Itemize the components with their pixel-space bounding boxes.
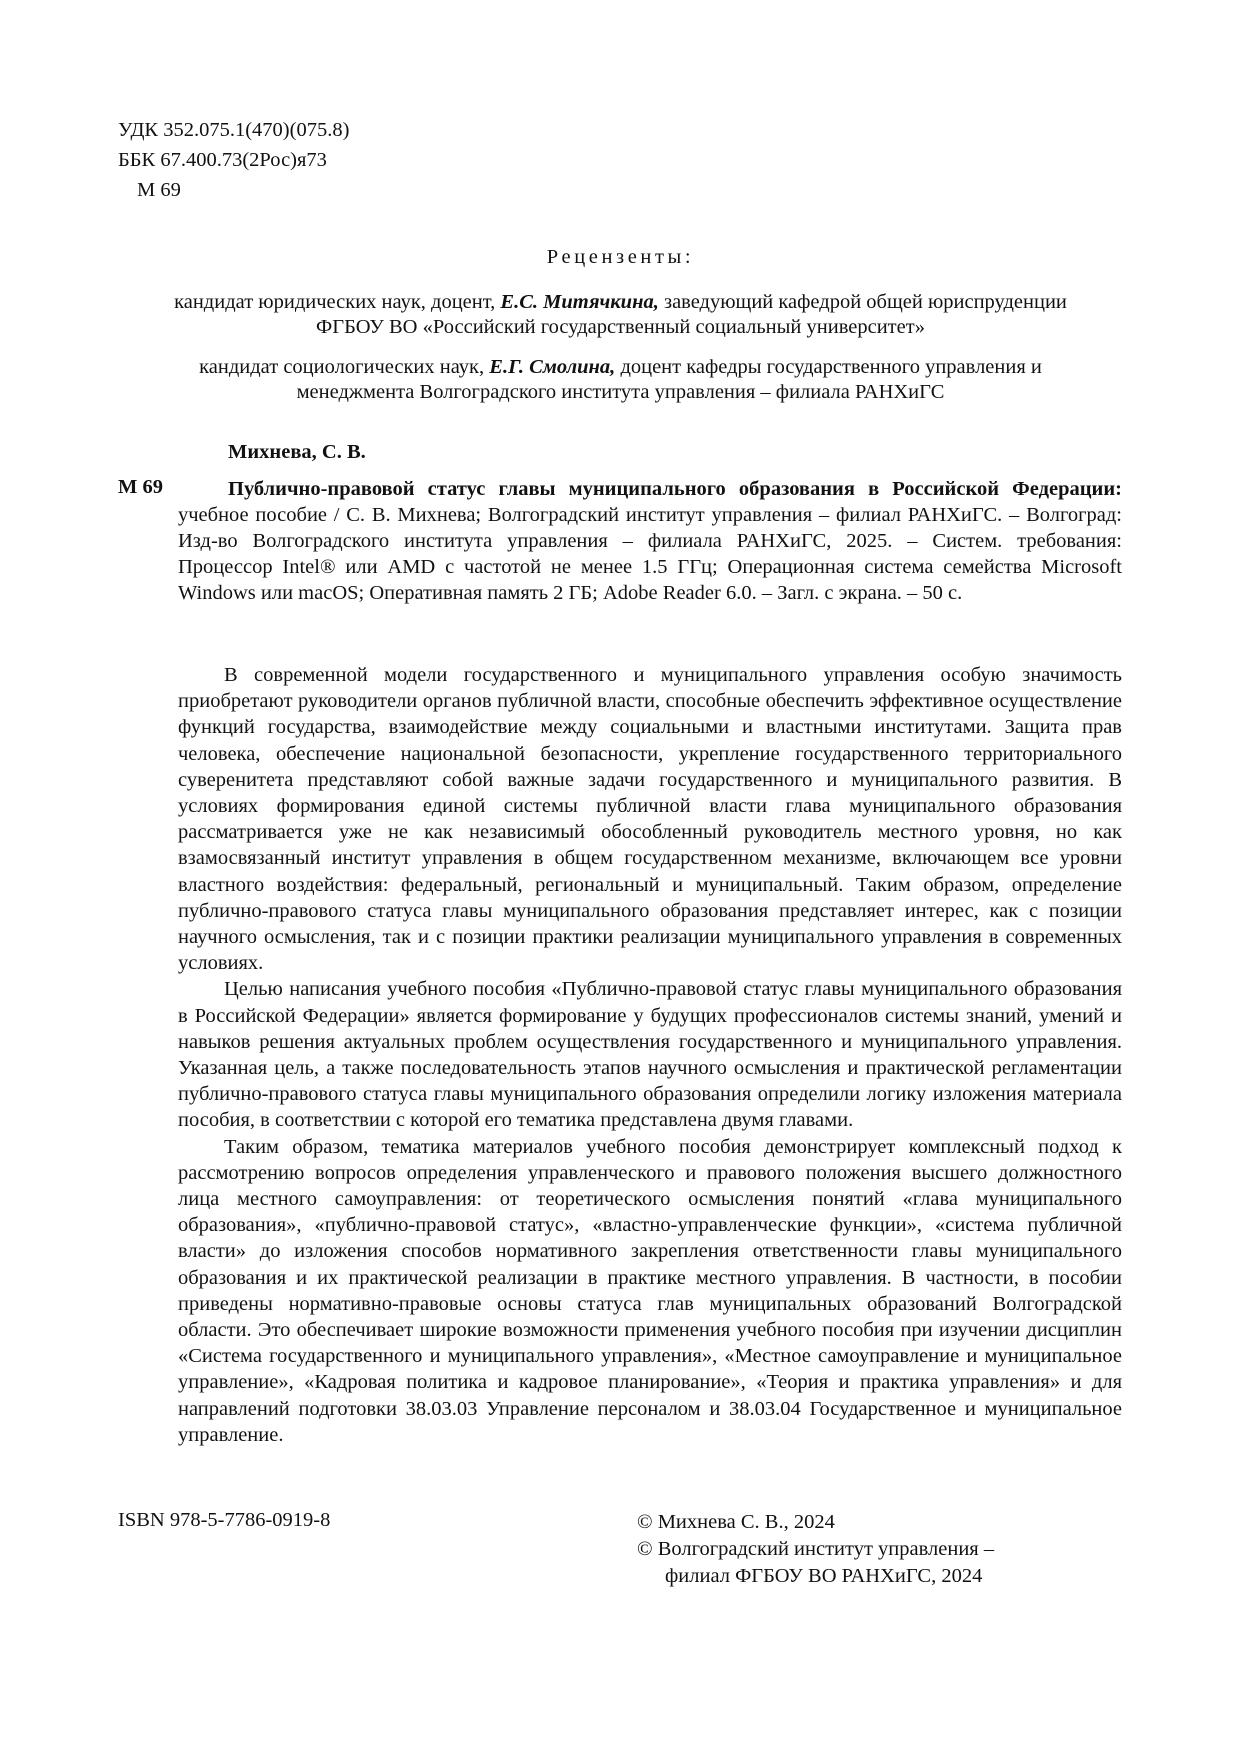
classification-codes [118,115,349,205]
biblio-author-mark: М 69 [118,476,163,498]
abstract-paragraph-1: В современной модели государственного и муниципального управления особую значимость приобретают руководители органов публичной власти, способные обеспечить эффективное осуществление функций государства, взаимодействие между социальными и властными институтами. Защита прав человека, обеспечение национальной безопасности, укрепление государственного территориального суверенитета представляют собой важные задачи государственного и муниципального развития. В условиях формирования единой системы публичной власти глава муниципального образования рассматривается уже не как независимый обособленный руководитель местного уровня, но как взамосвязанный институт управления в общем государственном механизме, включающем все уровни властного воздействия: федеральный, региональный и муниципальный. Таким образом, определение публично-правового статуса главы муниципального образования представляет интерес, как с позиции научного осмысления, так и с позиции практики реализации муниципального управления в современных условиях. [178,664,1122,975]
bibliographic-description [178,476,1122,606]
abstract-paragraph-3: Таким образом, тематика материалов учебного пособия демонстрирует комплексный подход к рассмотрению вопросов определения управленческого и правового положения высшего должностного лица местного самоуправления: от теоретического осмысления понятий «глава муниципального образования», «публично-правовой статус», «властно-управленческие функции», «система публичной власти» до изложения способов нормативного закрепления ответственности главы муниципального образования и их практической реализации в практике местного управления. В частности, в пособии приведены нормативно-правовые основы статуса глав муниципальных образований Волгоградской области. Это обеспечивает широкие возможности применения учебного пособия при изучении дисциплин «Система государственного и муниципального управления», «Местное самоуправление и муниципальное управление», «Кадровая политика и кадровое планирование», «Теория и практика управления» и для направлений подготовки 38.03.03 Управление персоналом и 38.03.04 Государственное и муниципальное управление. [178,1135,1122,1446]
reviewer-1-prefix: кандидат юридических наук, доцент, [174,291,501,313]
udk-code: УДК 352.075.1(470)(075.8) [118,119,350,141]
author-mark: М 69 [137,179,181,201]
reviewer-2-prefix: кандидат социологических наук, [199,356,490,378]
book-title: Публично-правовой статус главы муниципального образования в Российской Федерации: [228,478,1122,500]
reviewer-1 [150,290,1091,340]
copyright-author: © Михнева С. В., 2024 [637,1511,835,1533]
reviewer-1-name: Е.С. Митячкина, [500,291,659,313]
abstract-paragraph-2: Целью написания учебного пособия «Публично-правовой статус главы муниципального образования в Российской Федерации» является формирование у будущих профессионалов системы знаний, умений и навыков решения актуальных проблем осуществления государственного и муниципального управления. Указанная цель, а также последовательность этапов научного осмысления и практической регламентации публично-правового статуса главы муниципального образования определили логику изложения материала пособия, в соответствии с которой его тематика представлена двумя главами. [178,978,1122,1132]
author-heading: Михнева, С. В. [228,441,366,463]
bibliographic-details: учебное пособие / С. В. Михнева; Волгоградский институт управления – филиал РАНХиГС. – Волгоград: Изд-во Волгоградского института управления – филиала РАНХиГС, 2025. – Систем. требования: Процессор Intel® или AMD с частотой не менее 1.5 ГГц; Операционная система семейства Microsoft Windows или macOS; Оперативная память 2 ГБ; Adobe Reader 6.0. – Загл. с экрана. – 50 с. [178,504,1122,604]
reviewer-2 [150,355,1091,405]
reviewer-2-suffix: доцент кафедры государственного управления и менеджмента Волгоградского института управления – филиала РАНХиГС [296,356,1042,403]
reviewer-1-suffix: заведующий кафедрой общей юриспруденции ФГБОУ ВО «Российский государственный социальный университет» [316,291,1067,338]
copyright-block [637,1509,994,1590]
copyright-institute: © Волгоградский институт управления – [637,1538,995,1560]
reviewers-heading: Рецензенты: [546,246,695,268]
abstract [178,662,1122,1448]
isbn: ISBN 978-5-7786-0919-8 [118,1509,331,1531]
reviewer-2-name: Е.Г. Смолина, [489,356,616,378]
bbk-code: ББК 67.400.73(2Рос)я73 [118,149,327,171]
copyright-institute-cont: филиал ФГБОУ ВО РАНХиГС, 2024 [665,1565,983,1587]
